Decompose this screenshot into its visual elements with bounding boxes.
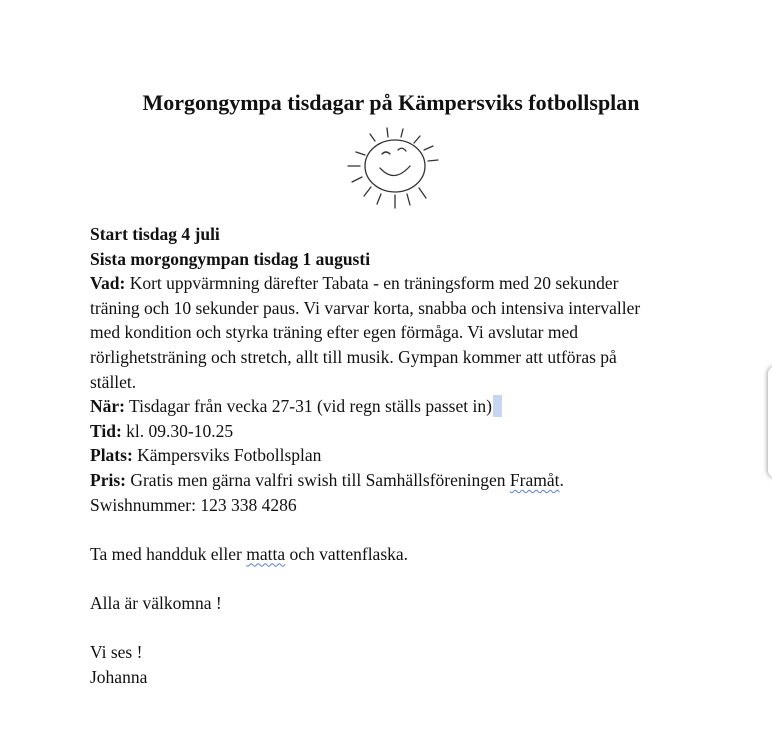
what-label: Vad: — [90, 273, 126, 294]
when-label: När: — [90, 396, 125, 417]
place-label: Plats: — [90, 445, 133, 466]
what-paragraph — [90, 271, 690, 394]
document-body[interactable] — [90, 222, 690, 689]
price-text-end: . — [559, 469, 564, 490]
start-date: Start tisdag 4 juli — [90, 224, 220, 244]
welcome-line: Alla är välkomna ! — [90, 592, 222, 613]
spelling-flag-framat[interactable]: Framåt — [509, 469, 560, 490]
blank-line — [90, 517, 690, 542]
side-panel-tab[interactable] — [768, 366, 772, 478]
bring-text-end: och vattenflaska. — [285, 543, 409, 564]
place-text: Kämpersviks Fotbollsplan — [132, 445, 322, 466]
time-text: kl. 09.30-10.25 — [121, 420, 234, 441]
text-cursor-selection — [493, 395, 502, 417]
what-line-4: rörlighetsträning och stretch, allt till musik. Gympan kommer att utföras på — [90, 346, 617, 367]
last-date: Sista morgongympan tisdag 1 augusti — [90, 248, 371, 269]
price-text: Gratis men gärna valfri swish till Samhällsföreningen — [125, 469, 510, 490]
what-line-3: med kondition och styrka träning efter egen förmåga. Vi avslutar med — [90, 322, 578, 343]
spelling-flag-matta[interactable]: matta — [246, 543, 286, 564]
document-title: Morgongympa tisdagar på Kämpersviks fotbollsplan — [142, 90, 640, 115]
what-line-1: Kort uppvärmning därefter Tabata - en träningsform med 20 sekunder — [125, 273, 619, 294]
see-you-line: Vi ses ! — [90, 642, 143, 663]
price-label: Pris: — [90, 469, 126, 490]
price-line — [90, 468, 690, 493]
sun-drawing-icon — [340, 124, 444, 212]
when-line — [90, 394, 690, 419]
bring-line — [90, 542, 690, 567]
bring-text: Ta med handduk eller — [90, 543, 247, 564]
what-line-2: träning och 10 sekunder paus. Vi varvar korta, snabba och intensiva intervaller — [90, 297, 641, 318]
when-text: Tisdagar från vecka 27-31 (vid regn ställs passet in) — [124, 396, 492, 417]
swish-number: Swishnummer: 123 338 4286 — [90, 494, 297, 515]
place-line — [90, 443, 690, 468]
blank-line — [90, 566, 690, 591]
time-line — [90, 419, 690, 444]
signature: Johanna — [90, 666, 148, 687]
time-label: Tid: — [90, 420, 122, 441]
what-line-5: stället. — [90, 371, 137, 392]
blank-line — [90, 616, 690, 641]
